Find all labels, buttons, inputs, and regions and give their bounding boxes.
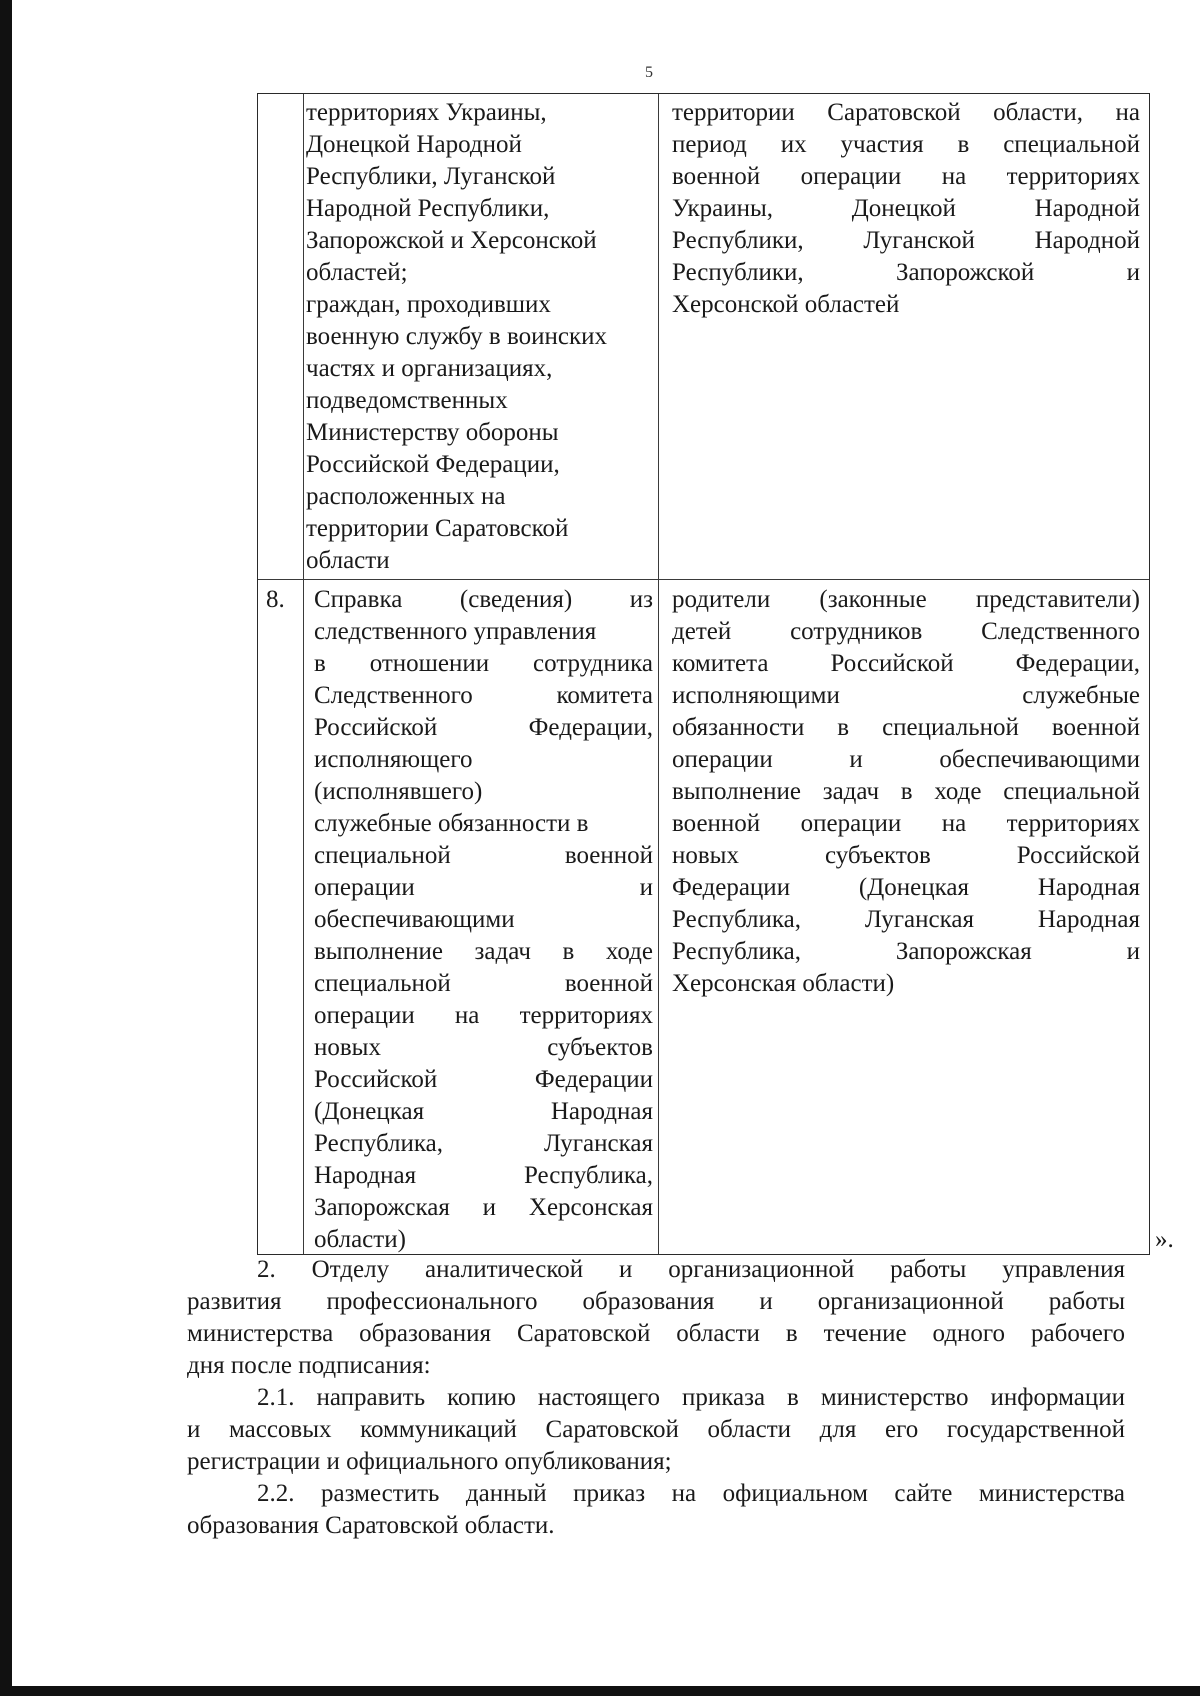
text-line: территории Саратовской области, на [672, 99, 1140, 126]
scan-border-left [0, 0, 12, 1696]
text-line: Российской Федерации, [314, 714, 653, 741]
text-line: новых субъектов [314, 1034, 653, 1061]
text-line: граждан, проходивших [306, 291, 551, 318]
text-line: области) [314, 1226, 406, 1253]
table-column-divider [303, 94, 304, 1254]
text-line: Донецкой Народной [306, 131, 522, 158]
text-line: (исполнявшего) [314, 778, 483, 805]
text-line: подведомственных [306, 387, 508, 414]
text-line: период их участия в специальной [672, 131, 1140, 158]
text-line: (Донецкая Народная [314, 1098, 653, 1125]
paragraph-line: дня после подписания: [187, 1352, 431, 1379]
table-column-divider [658, 94, 659, 1254]
text-line: областей; [306, 259, 408, 286]
text-line: Республика, Запорожская и [672, 938, 1140, 965]
text-line: Запорожская и Херсонская [314, 1194, 653, 1221]
text-line: комитета Российской Федерации, [672, 650, 1140, 677]
text-line: Народная Республика, [314, 1162, 653, 1189]
text-line: частях и организациях, [306, 355, 553, 382]
table-cell-row7-recipients [672, 97, 1140, 321]
text-line: военной операции на территориях [672, 163, 1140, 190]
text-line: Республика, Луганская Народная [672, 906, 1140, 933]
text-line: Республики, Луганской [306, 163, 556, 190]
paragraph-line: министерства образования Саратовской области в течение одного рабочего [187, 1320, 1125, 1347]
text-line: Херсонской областей [672, 291, 900, 318]
paragraph-line: и массовых коммуникаций Саратовской области для его государственной [187, 1416, 1125, 1443]
text-line: Республики, Запорожской и [672, 259, 1140, 286]
text-line: исполняющего [314, 746, 473, 773]
text-line: операции и [314, 874, 653, 901]
text-line: операции на территориях [314, 1002, 653, 1029]
text-line: Справка (сведения) из [314, 586, 653, 613]
text-line: Министерству обороны [306, 419, 559, 446]
text-line: операции и обеспечивающими [672, 746, 1140, 773]
text-line: Запорожской и Херсонской [306, 227, 597, 254]
text-line: исполняющими служебные [672, 682, 1140, 709]
text-line: территориях Украины, [306, 99, 547, 126]
table-cell-row8-recipients [672, 584, 1140, 1000]
page-number: 5 [645, 64, 653, 81]
text-line: обязанности в специальной военной [672, 714, 1140, 741]
text-line: в отношении сотрудника [314, 650, 653, 677]
text-line: Народной Республики, [306, 195, 550, 222]
text-line: Российской Федерации [314, 1066, 653, 1093]
text-line: области [306, 547, 390, 574]
text-line: новых субъектов Российской [672, 842, 1140, 869]
text-line: Украины, Донецкой Народной [672, 195, 1140, 222]
paragraph-line: образования Саратовской области. [187, 1512, 555, 1539]
row-number: 8. [266, 586, 285, 613]
table-cell-row8-number [266, 584, 298, 616]
text-line: обеспечивающими [314, 906, 515, 933]
scan-border-bottom [0, 1686, 1200, 1696]
table-row-divider [258, 579, 1149, 580]
paragraph-line: 2.2. разместить данный приказ на официальном сайте министерства [257, 1480, 1125, 1507]
text-line: выполнение задач в ходе [314, 938, 653, 965]
text-line: служебные обязанности в [314, 810, 589, 837]
paragraph-line: 2.1. направить копию настоящего приказа в министерство информации [257, 1384, 1125, 1411]
text-line: следственного управления [314, 618, 597, 645]
text-line: Республики, Луганской Народной [672, 227, 1140, 254]
closing-quote: ». [1155, 1226, 1174, 1253]
text-line: военную службу в воинских [306, 323, 607, 350]
text-line: Российской Федерации, [306, 451, 560, 478]
text-line: расположенных на [306, 483, 506, 510]
text-line: Следственного комитета [314, 682, 653, 709]
paragraph-line: 2. Отделу аналитической и организационной работы управления [257, 1256, 1125, 1283]
text-line: родители (законные представители) [672, 586, 1140, 613]
text-line: специальной военной [314, 842, 653, 869]
text-line: выполнение задач в ходе специальной [672, 778, 1140, 805]
body-paragraphs [187, 1254, 1125, 1542]
paragraph-line: регистрации и официального опубликования; [187, 1448, 672, 1475]
text-line: территории Саратовской [306, 515, 569, 542]
text-line: детей сотрудников Следственного [672, 618, 1140, 645]
text-line: Федерации (Донецкая Народная [672, 874, 1140, 901]
text-line: военной операции на территориях [672, 810, 1140, 837]
paragraph-line: развития профессионального образования и организационной работы [187, 1288, 1125, 1315]
table-cell-row7-document [306, 97, 653, 577]
text-line: Херсонская области) [672, 970, 895, 997]
table-cell-row8-document [314, 584, 653, 1256]
text-line: специальной военной [314, 970, 653, 997]
text-line: Республика, Луганская [314, 1130, 653, 1157]
document-table [257, 93, 1150, 1255]
